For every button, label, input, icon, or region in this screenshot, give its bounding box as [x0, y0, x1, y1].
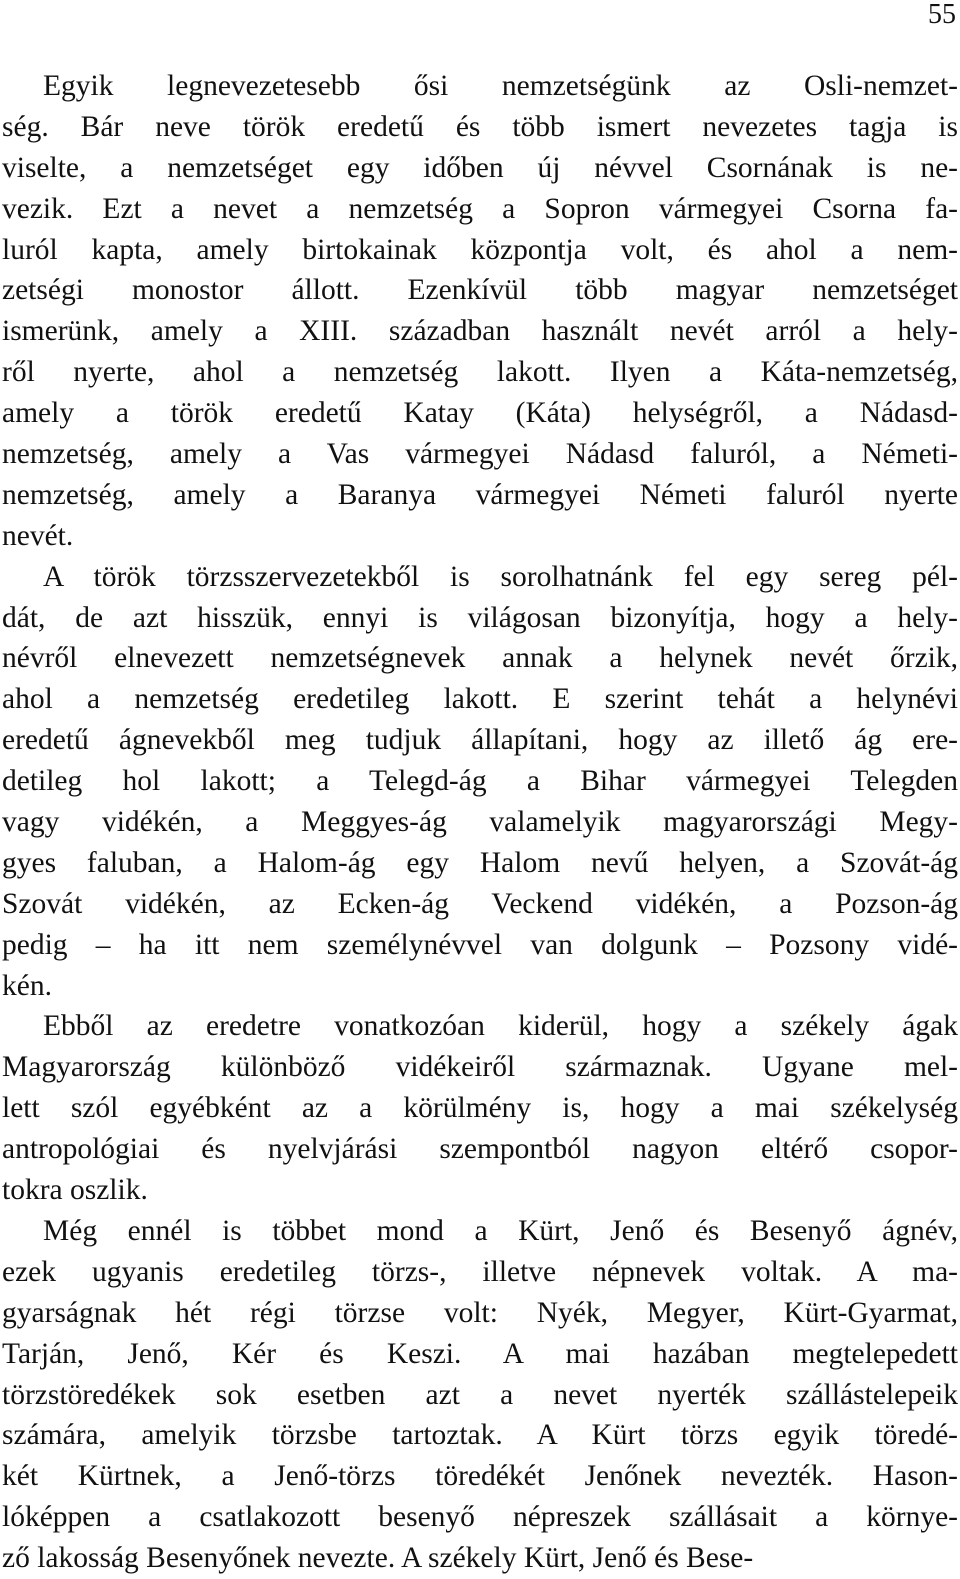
paragraph: [2, 66, 958, 557]
text-line: gyarságnak hét régi törzse volt: Nyék, Megyer, Kürt-Gyarmat,: [2, 1296, 958, 1329]
text-line: ahol a nemzetség eredetileg lakott. E szerint tehát a helynévi: [2, 683, 958, 716]
text-line: Szovát vidékén, az Ecken-ág Veckend vidékén, a Pozson-ág: [2, 887, 958, 920]
text-line: antropológiai és nyelvjárási szempontból nagyon eltérő csopor-: [2, 1133, 958, 1166]
text-line: dát, de azt hisszük, ennyi is világosan bizonyítja, hogy a hely-: [2, 601, 958, 634]
page-number: 55: [928, 0, 956, 30]
text-line: vezik. Ezt a nevet a nemzetség a Sopron vármegyei Csorna fa-: [2, 192, 958, 225]
text-line: ezek ugyanis eredetileg törzs-, illetve népnevek voltak. A ma-: [2, 1255, 958, 1288]
text-line: luról kapta, amely birtokainak központja volt, és ahol a nem-: [2, 233, 958, 266]
body-text: [2, 66, 958, 1579]
text-line: Még ennél is többet mond a Kürt, Jenő és Besenyő ágnév,: [43, 1214, 958, 1247]
text-line: Egyik legnevezetesebb ősi nemzetségünk az Osli-nemzet-: [43, 70, 958, 102]
text-line: Magyarország különböző vidékeiről származnak. Ugyane mel-: [2, 1051, 958, 1084]
paragraph: [2, 1006, 958, 1210]
paragraph: [2, 557, 958, 1007]
text-line: Tarján, Jenő, Kér és Keszi. A mai hazában megtelepedett: [2, 1337, 958, 1370]
text-line: nevét.: [2, 519, 74, 552]
paragraph: [2, 1211, 958, 1579]
text-line: számára, amelyik törzsbe tartoztak. A Kürt törzs egyik töredé-: [2, 1419, 958, 1452]
text-line: amely a török eredetű Katay (Káta) helységről, a Nádasd-: [2, 397, 958, 430]
text-line: ség. Bár neve török eredetű és több ismert nevezetes tagja is: [2, 110, 958, 143]
text-line: Ebből az eredetre vonatkozóan kiderül, hogy a székely ágak: [43, 1010, 958, 1043]
text-line: tokra oszlik.: [2, 1174, 148, 1207]
text-line: nemzetség, amely a Vas vármegyei Nádasd faluról, a Németi-: [2, 438, 958, 471]
text-line: két Kürtnek, a Jenő-törzs töredékét Jenőnek nevezték. Hason-: [2, 1460, 958, 1493]
text-line: névről elnevezett nemzetségnevek annak a helynek nevét őrzik,: [2, 642, 958, 675]
text-line: lett szól egyébként az a körülmény is, hogy a mai székelység: [2, 1092, 958, 1125]
text-line: gyes faluban, a Halom-ág egy Halom nevű helyen, a Szovát-ág: [2, 846, 958, 879]
text-line: eredetű ágnevekből meg tudjuk állapítani, hogy az illető ág ere-: [2, 724, 958, 757]
text-line: nemzetség, amely a Baranya vármegyei Németi faluról nyerte: [2, 478, 958, 511]
text-line: detileg hol lakott; a Telegd-ág a Bihar vármegyei Telegden: [2, 765, 958, 798]
text-line: lóképpen a csatlakozott besenyő népreszek szállásait a környe-: [2, 1501, 958, 1534]
text-line: ről nyerte, ahol a nemzetség lakott. Ilyen a Káta-nemzetség,: [2, 356, 958, 389]
text-line: pedig – ha itt nem személynévvel van dolgunk – Pozsony vidé-: [2, 928, 958, 961]
text-line: ző lakosság Besenyőnek nevezte. A székely Kürt, Jenő és Bese-: [2, 1542, 754, 1575]
text-line: zetségi monostor állott. Ezenkívül több magyar nemzetséget: [2, 274, 958, 307]
text-line: viselte, a nemzetséget egy időben új névvel Csornának is ne-: [2, 151, 958, 184]
text-line: ismerünk, amely a XIII. században használt nevét arról a hely-: [2, 315, 958, 348]
text-line: A török törzsszervezetekből is sorolhatnánk fel egy sereg pél-: [43, 560, 958, 593]
text-line: kén.: [2, 969, 52, 1002]
text-line: törzstöredékek sok esetben azt a nevet nyerték szállástelepeik: [2, 1378, 958, 1411]
text-line: vagy vidékén, a Meggyes-ág valamelyik magyarországi Megy-: [2, 806, 958, 839]
